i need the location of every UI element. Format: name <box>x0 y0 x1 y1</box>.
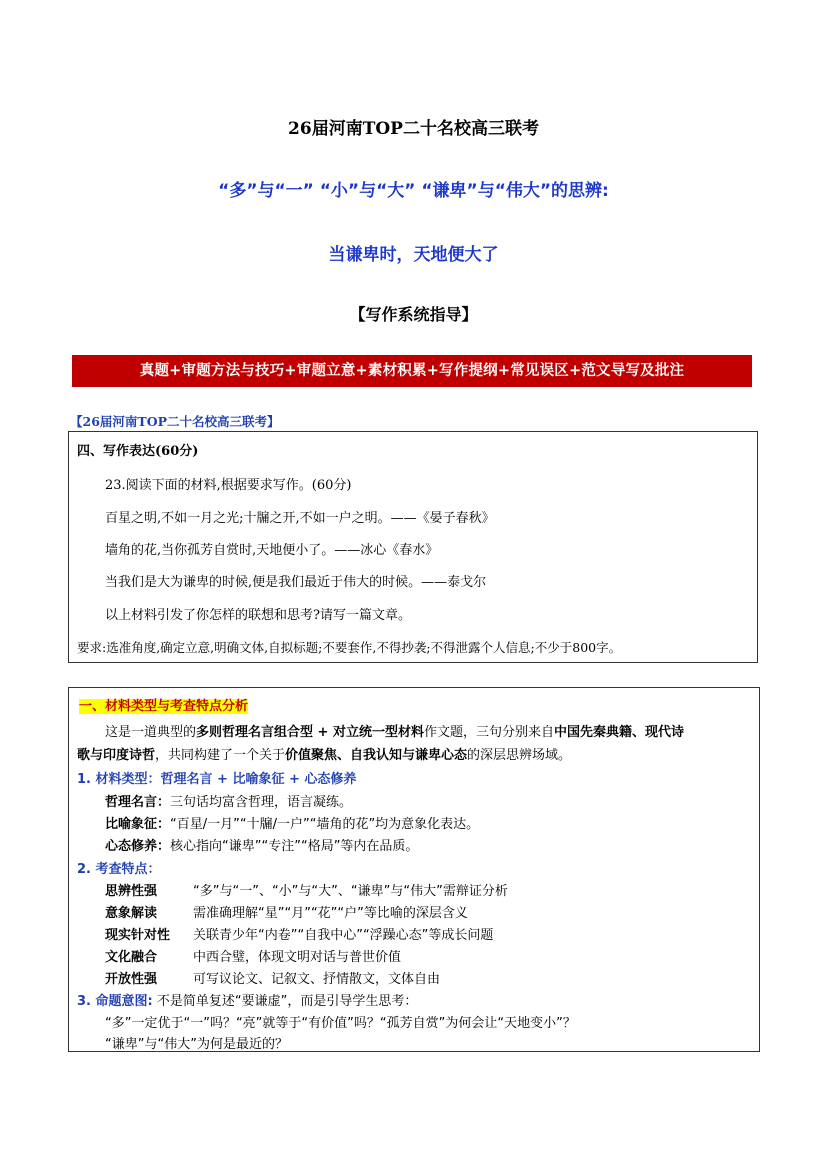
guide-heading: 【写作系统指导】 <box>349 305 478 324</box>
exam-source-label: 【26届河南TOP二十名校高三联考】 <box>70 414 280 429</box>
exam-features-heading: 2. 考查特点： <box>77 862 161 877</box>
type-item-1: 哲理名言：三句话均富含哲理，语言凝练。 <box>105 795 353 810</box>
intent-line: 3. 命题意图: 不是简单复述“要谦虚”，而是引导学生思考： <box>77 994 418 1009</box>
topic-subtitle: “多”与“一” “小”与“大” “谦卑”与“伟大”的思辨: <box>218 181 609 201</box>
question-intro: 23.阅读下面的材料,根据要求写作。(60分) <box>105 478 352 493</box>
analysis-paragraph-line1: 这是一道典型的多则哲理名言组合型 + 对立统一型材料作文题，三句分别来自中国先秦典籍、现代诗 <box>105 725 684 740</box>
task-prompt: 以上材料引发了你怎样的联想和思考?请写一篇文章。 <box>105 608 411 623</box>
feature-item-4: 文化融合 中西合璧，体现文明对话与普世价值 <box>105 950 402 965</box>
intent-question-1: “多”一定优于“一”吗？“亮”就等于“有价值”吗？“孤芳自赏”为何会让“天地变小”？ <box>105 1016 576 1031</box>
contents-banner: 真题+审题方法与技巧+审题立意+素材积累+写作提纲+常见误区+范文导写及批注 <box>72 355 752 387</box>
analysis-heading: 一、材料类型与考查特点分析 <box>79 699 249 714</box>
type-item-2: 比喻象征：“百星/一月”“十牖/一户”“墙角的花”均为意象化表达。 <box>105 817 480 832</box>
intent-question-2: “谦卑”与“伟大”为何是最近的？ <box>105 1037 288 1052</box>
material-type-heading: 1. 材料类型：哲理名言 + 比喻象征 + 心态修养 <box>77 772 357 787</box>
analysis-paragraph-line2: 歌与印度诗哲，共同构建了一个关于价值聚焦、自我认知与谦卑心态的深层思辨场域。 <box>77 748 572 763</box>
exam-heading: 四、写作表达(60分) <box>77 444 199 459</box>
feature-item-1: 思辨性强 “多”与“一”、“小”与“大”、“谦卑”与“伟大”需辩证分析 <box>105 884 508 899</box>
feature-item-2: 意象解读 需准确理解“星”“月”“花”“户”等比喻的深层含义 <box>105 906 468 921</box>
feature-item-3: 现实针对性 关联青少年“内卷”“自我中心”“浮躁心态”等成长问题 <box>105 928 494 943</box>
material-3: 当我们是大为谦卑的时候,便是我们最近于伟大的时候。——泰戈尔 <box>105 575 487 590</box>
type-item-3: 心态修养：核心指向“谦卑”“专注”“格局”等内在品质。 <box>105 839 419 854</box>
requirements: 要求:选准角度,确定立意,明确文体,自拟标题;不要套作,不得抄袭;不得泄露个人信息;不少于800字。 <box>77 640 622 655</box>
feature-item-5: 开放性强 可写议论文、记叙文、抒情散文，文体自由 <box>105 972 441 987</box>
exam-question-box <box>68 431 758 663</box>
material-1: 百星之明,不如一月之光;十牖之开,不如一户之明。——《晏子春秋》 <box>105 511 495 526</box>
document-title: 26届河南TOP二十名校高三联考 <box>288 119 539 139</box>
topic-subtitle-2: 当谦卑时，天地便大了 <box>328 245 499 265</box>
material-2: 墙角的花,当你孤芳自赏时,天地便小了。——冰心《春水》 <box>105 543 439 558</box>
analysis-box <box>68 687 760 1052</box>
